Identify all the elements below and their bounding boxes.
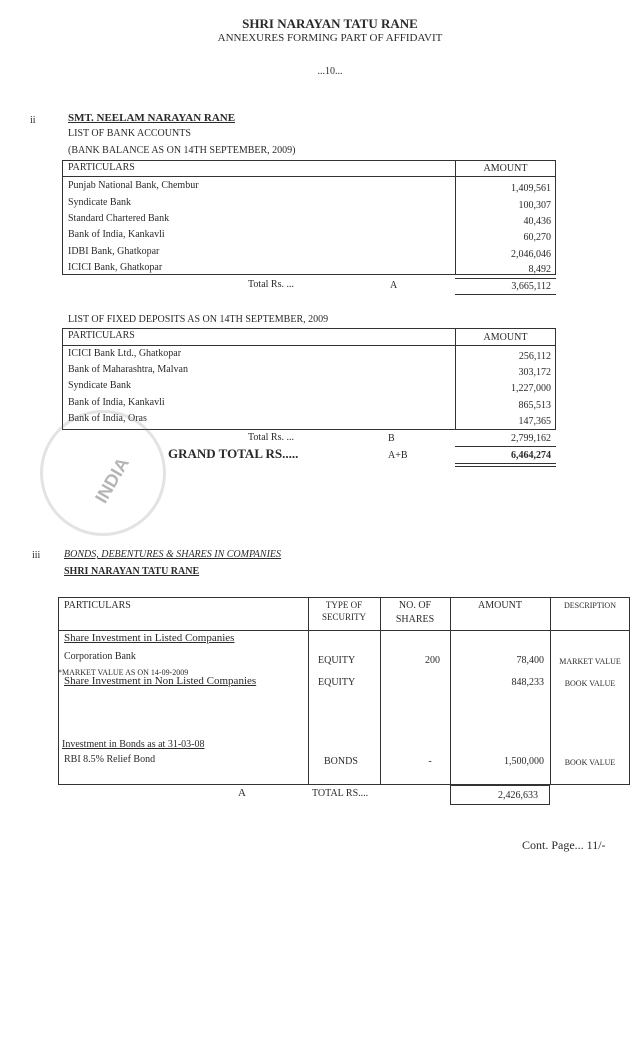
table-row: Syndicate Bank <box>68 197 132 208</box>
bank-accounts-subtitle: (BANK BALANCE AS ON 14TH SEPTEMBER, 2009) <box>68 145 296 156</box>
section-numeral-iii: iii <box>32 550 41 561</box>
listed-shares: 200 <box>425 655 440 666</box>
table-cell-amount: 256,112 <box>518 351 551 362</box>
bank-accounts-total-label: Total Rs. ... <box>248 279 294 290</box>
grand-total-label: GRAND TOTAL RS..... <box>168 446 299 461</box>
continued-page-note: Cont. Page... 11/- <box>522 838 606 852</box>
table-row: Corporation Bank <box>64 651 136 662</box>
investments-total-label: TOTAL RS.... <box>312 788 369 799</box>
fixed-deposits-total-amount: 2,799,162 <box>511 433 551 444</box>
section-numeral-ii: ii <box>30 115 36 126</box>
section-ii-person: SMT. NEELAM NARAYAN RANE <box>68 112 236 124</box>
grand-total-code: A+B <box>388 450 408 461</box>
grand-total-amount: 6,464,274 <box>511 450 551 461</box>
table-cell-amount: 1,227,000 <box>511 383 551 394</box>
table-cell-amount: 8,492 <box>528 264 551 275</box>
table-row: Bank of India, Kankavli <box>68 229 165 240</box>
non-listed-amount: 848,233 <box>511 677 544 688</box>
bonds-shares: - <box>428 756 432 767</box>
investments-col-shares-line2: SHARES <box>395 614 435 625</box>
bonds-description: BOOK VALUE <box>564 758 616 767</box>
bonds-amount: 1,500,000 <box>504 756 544 767</box>
table-cell-amount: 40,436 <box>523 216 551 227</box>
document-name: SHRI NARAYAN TATU RANE <box>242 16 418 31</box>
table-cell-amount: 60,270 <box>523 232 551 243</box>
table-row: Standard Chartered Bank <box>68 213 170 224</box>
bank-accounts-col-amount: AMOUNT <box>483 163 528 174</box>
bank-accounts-total-code: A <box>390 280 398 291</box>
section-iii-person: SHRI NARAYAN TATU RANE <box>64 566 200 577</box>
non-listed-type: EQUITY <box>318 677 356 688</box>
investments-total-code: A <box>238 787 246 799</box>
listed-type: EQUITY <box>318 655 356 666</box>
investments-col-type-line2: SECURITY <box>321 612 366 622</box>
bonds-type: BONDS <box>324 756 358 767</box>
table-row: ICICI Bank, Ghatkopar <box>68 262 163 273</box>
table-row: Punjab National Bank, Chembur <box>68 180 199 191</box>
table-row: RBI 8.5% Relief Bond <box>64 754 156 765</box>
investments-total-amount: 2,426,633 <box>498 790 538 801</box>
fixed-deposits-title: LIST OF FIXED DEPOSITS AS ON 14TH SEPTEMBER, 2009 <box>68 314 329 325</box>
listed-description: MARKET VALUE <box>559 657 621 666</box>
fixed-deposits-total-code: B <box>388 433 395 444</box>
listed-amount: 78,400 <box>516 655 544 666</box>
fixed-deposits-col-particulars: PARTICULARS <box>68 330 135 341</box>
table-cell-amount: 303,172 <box>518 367 551 378</box>
fixed-deposits-total-label: Total Rs. ... <box>248 432 294 443</box>
market-value-note: *MARKET VALUE AS ON 14-09-2009 <box>58 668 189 677</box>
investments-col-particulars: PARTICULARS <box>64 600 131 611</box>
table-row: Bank of Maharashtra, Malvan <box>68 364 188 375</box>
bank-accounts-total-amount: 3,665,112 <box>511 281 551 292</box>
seal-stamp-text: INDIA <box>91 454 133 507</box>
bank-accounts-col-particulars: PARTICULARS <box>68 162 135 173</box>
table-row: Syndicate Bank <box>68 380 132 391</box>
document-subtitle: ANNEXURES FORMING PART OF AFFIDAVIT <box>217 32 443 44</box>
investments-col-shares-line1: NO. OF <box>398 600 432 611</box>
table-row: ICICI Bank Ltd., Ghatkopar <box>68 348 182 359</box>
investments-col-amount: AMOUNT <box>478 600 522 611</box>
table-cell-amount: 865,513 <box>518 400 551 411</box>
non-listed-description: BOOK VALUE <box>564 679 616 688</box>
non-listed-companies-heading: Share Investment in Non Listed Companies <box>64 675 257 687</box>
bank-accounts-title: LIST OF BANK ACCOUNTS <box>68 128 191 139</box>
section-iii-title: BONDS, DEBENTURES & SHARES IN COMPANIES <box>64 549 282 560</box>
table-cell-amount: 147,365 <box>518 416 551 427</box>
table-row: Bank of India, Oras <box>68 413 147 424</box>
listed-companies-heading: Share Investment in Listed Companies <box>64 632 235 644</box>
bonds-heading: Investment in Bonds as at 31-03-08 <box>62 739 205 750</box>
page-marker: ...10... <box>317 66 343 77</box>
table-cell-amount: 1,409,561 <box>511 183 551 194</box>
seal-stamp <box>40 410 166 536</box>
investments-col-description: DESCRIPTION <box>563 601 616 610</box>
investments-col-type-line1: TYPE OF <box>325 600 363 610</box>
table-row: IDBI Bank, Ghatkopar <box>68 246 160 257</box>
fixed-deposits-col-amount: AMOUNT <box>483 332 528 343</box>
table-cell-amount: 2,046,046 <box>511 249 551 260</box>
table-cell-amount: 100,307 <box>518 200 551 211</box>
table-row: Bank of India, Kankavli <box>68 397 165 408</box>
